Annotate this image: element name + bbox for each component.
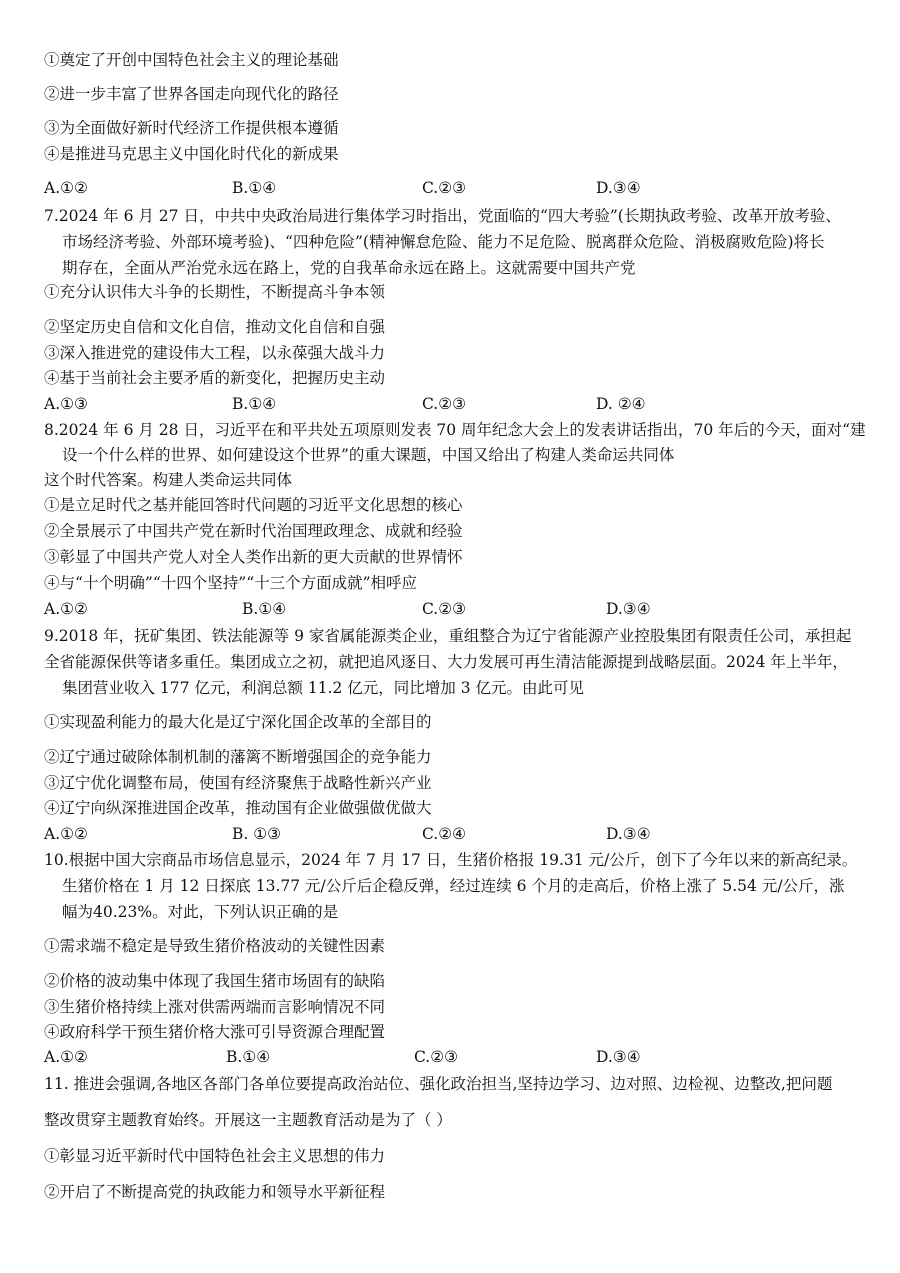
q11-item-2: ②开启了不断提高党的执政能力和领导水平新征程 [44,1183,386,1201]
q10-options [44,1046,844,1068]
q8-options [44,598,844,620]
q11-item-1: ①彰显习近平新时代中国特色社会主义思想的伟力 [44,1147,386,1165]
q10-item-4: ④政府科学干预生猪价格大涨可引导资源合理配置 [44,1023,386,1041]
q8-item-1: ①是立足时代之基并能回答时代问题的习近平文化思想的核心 [44,496,463,514]
q11-stem-line-2: 整改贯穿主题教育始终。开展这一主题教育活动是为了（ ） [44,1111,452,1129]
option-d: D.③④ [606,825,651,843]
option-b: B.①④ [232,179,277,197]
option-d: D.③④ [596,1048,641,1066]
q8-item-4: ④与“十个明确”“十四个坚持”“十三个方面成就”相呼应 [44,574,418,592]
q6-options [44,177,844,199]
q9-options [44,823,844,845]
q8-stem-line-2: 设一个什么样的世界、如何建设这个世界”的重大课题，中国又给出了构建人类命运共同体 [62,446,675,464]
q7-stem-line-2: 市场经济考验、外部环境考验)、“四种危险”(精神懈怠危险、能力不足危险、脱离群众危险、消极腐败危险)将长 [62,233,825,251]
q8-item-2: ②全景展示了中国共产党在新时代治国理政理念、成就和经验 [44,522,463,540]
q9-stem-line-2: 全省能源保供等诸多重任。集团成立之初，就把追风逐日、大力发展可再生清洁能源提到战略层面。2024 年上半年， [44,653,848,671]
q10-item-3: ③生猪价格持续上涨对供需两端而言影响情况不同 [44,998,386,1016]
option-a: A.①② [44,600,88,618]
q7-item-2: ②坚定历史自信和文化自信，推动文化自信和自强 [44,318,386,336]
option-a: A.①③ [44,395,88,413]
q7-stem-line-1: 7.2024 年 6 月 27 日，中共中央政治局进行集体学习时指出，党面临的“四大考验”(长期执政考验、改革开放考验、 [44,207,841,225]
option-a: A.①② [44,825,88,843]
option-b: B.①④ [226,1048,271,1066]
q9-stem-line-1: 9.2018 年，抚矿集团、铁法能源等 9 家省属能源类企业，重组整合为辽宁省能源产业控股集团有限责任公司，承担起 [44,627,852,645]
q6-item-3: ③为全面做好新时代经济工作提供根本遵循 [44,119,339,137]
q9-item-1: ①实现盈利能力的最大化是辽宁深化国企改革的全部目的 [44,713,432,731]
q8-stem-line-3: 这个时代答案。构建人类命运共同体 [44,471,293,489]
q7-item-4: ④基于当前社会主要矛盾的新变化，把握历史主动 [44,369,386,387]
q10-stem-line-2: 生猪价格在 1 月 12 日探底 13.77 元/公斤后企稳反弹，经过连续 6 个月的走高后，价格上涨了 5.54 元/公斤，涨 [62,877,845,895]
q7-options [44,393,844,415]
option-b: B. ①③ [232,825,282,843]
q9-stem-line-3: 集团营业收入 177 亿元，利润总额 11.2 亿元，同比增加 3 亿元。由此可见 [62,679,585,697]
q10-stem-line-1: 10.根据中国大宗商品市场信息显示，2024 年 7 月 17 日，生猪价格报 19.31 元/公斤，创下了今年以来的新高纪录。 [44,851,858,869]
option-d: D. ②④ [596,395,646,413]
option-d: D.③④ [606,600,651,618]
q10-stem-line-3: 幅为40.23%。对此，下列认识正确的是 [62,903,339,921]
option-c: C.②③ [414,1048,459,1066]
option-c: C.②③ [422,179,467,197]
option-d: D.③④ [596,179,641,197]
q7-stem-line-3: 期存在，全面从严治党永远在路上，党的自我革命永远在路上。这就需要中国共产党 [62,259,636,277]
q7-item-1: ①充分认识伟大斗争的长期性，不断提高斗争本领 [44,283,386,301]
q10-item-2: ②价格的波动集中体现了我国生猪市场固有的缺陷 [44,972,386,990]
option-c: C.②④ [422,825,467,843]
q6-item-4: ④是推进马克思主义中国化时代化的新成果 [44,145,339,163]
q9-item-2: ②辽宁通过破除体制机制的藩篱不断增强国企的竞争能力 [44,748,432,766]
option-c: C.②③ [422,600,467,618]
option-a: A.①② [44,1048,88,1066]
q11-stem-line-1: 11. 推进会强调,各地区各部门各单位要提高政治站位、强化政治担当,坚持边学习、边对照、边检视、边整改,把问题 [44,1075,833,1093]
q6-item-2: ②进一步丰富了世界各国走向现代化的路径 [44,85,339,103]
option-b: B.①④ [242,600,287,618]
option-b: B.①④ [232,395,277,413]
q8-item-3: ③彰显了中国共产党人对全人类作出新的更大贡献的世界情怀 [44,548,463,566]
option-a: A.①② [44,179,88,197]
q8-stem-line-1: 8.2024 年 6 月 28 日，习近平在和平共处五项原则发表 70 周年纪念大会上的发表讲话指出，70 年后的今天，面对“建 [44,421,866,439]
q7-item-3: ③深入推进党的建设伟大工程，以永葆强大战斗力 [44,344,386,362]
q10-item-1: ①需求端不稳定是导致生猪价格波动的关键性因素 [44,937,386,955]
q9-item-4: ④辽宁向纵深推进国企改革，推动国有企业做强做优做大 [44,799,432,817]
q9-item-3: ③辽宁优化调整布局，使国有经济聚焦于战略性新兴产业 [44,774,432,792]
option-c: C.②③ [422,395,467,413]
q6-item-1: ①奠定了开创中国特色社会主义的理论基础 [44,51,339,69]
